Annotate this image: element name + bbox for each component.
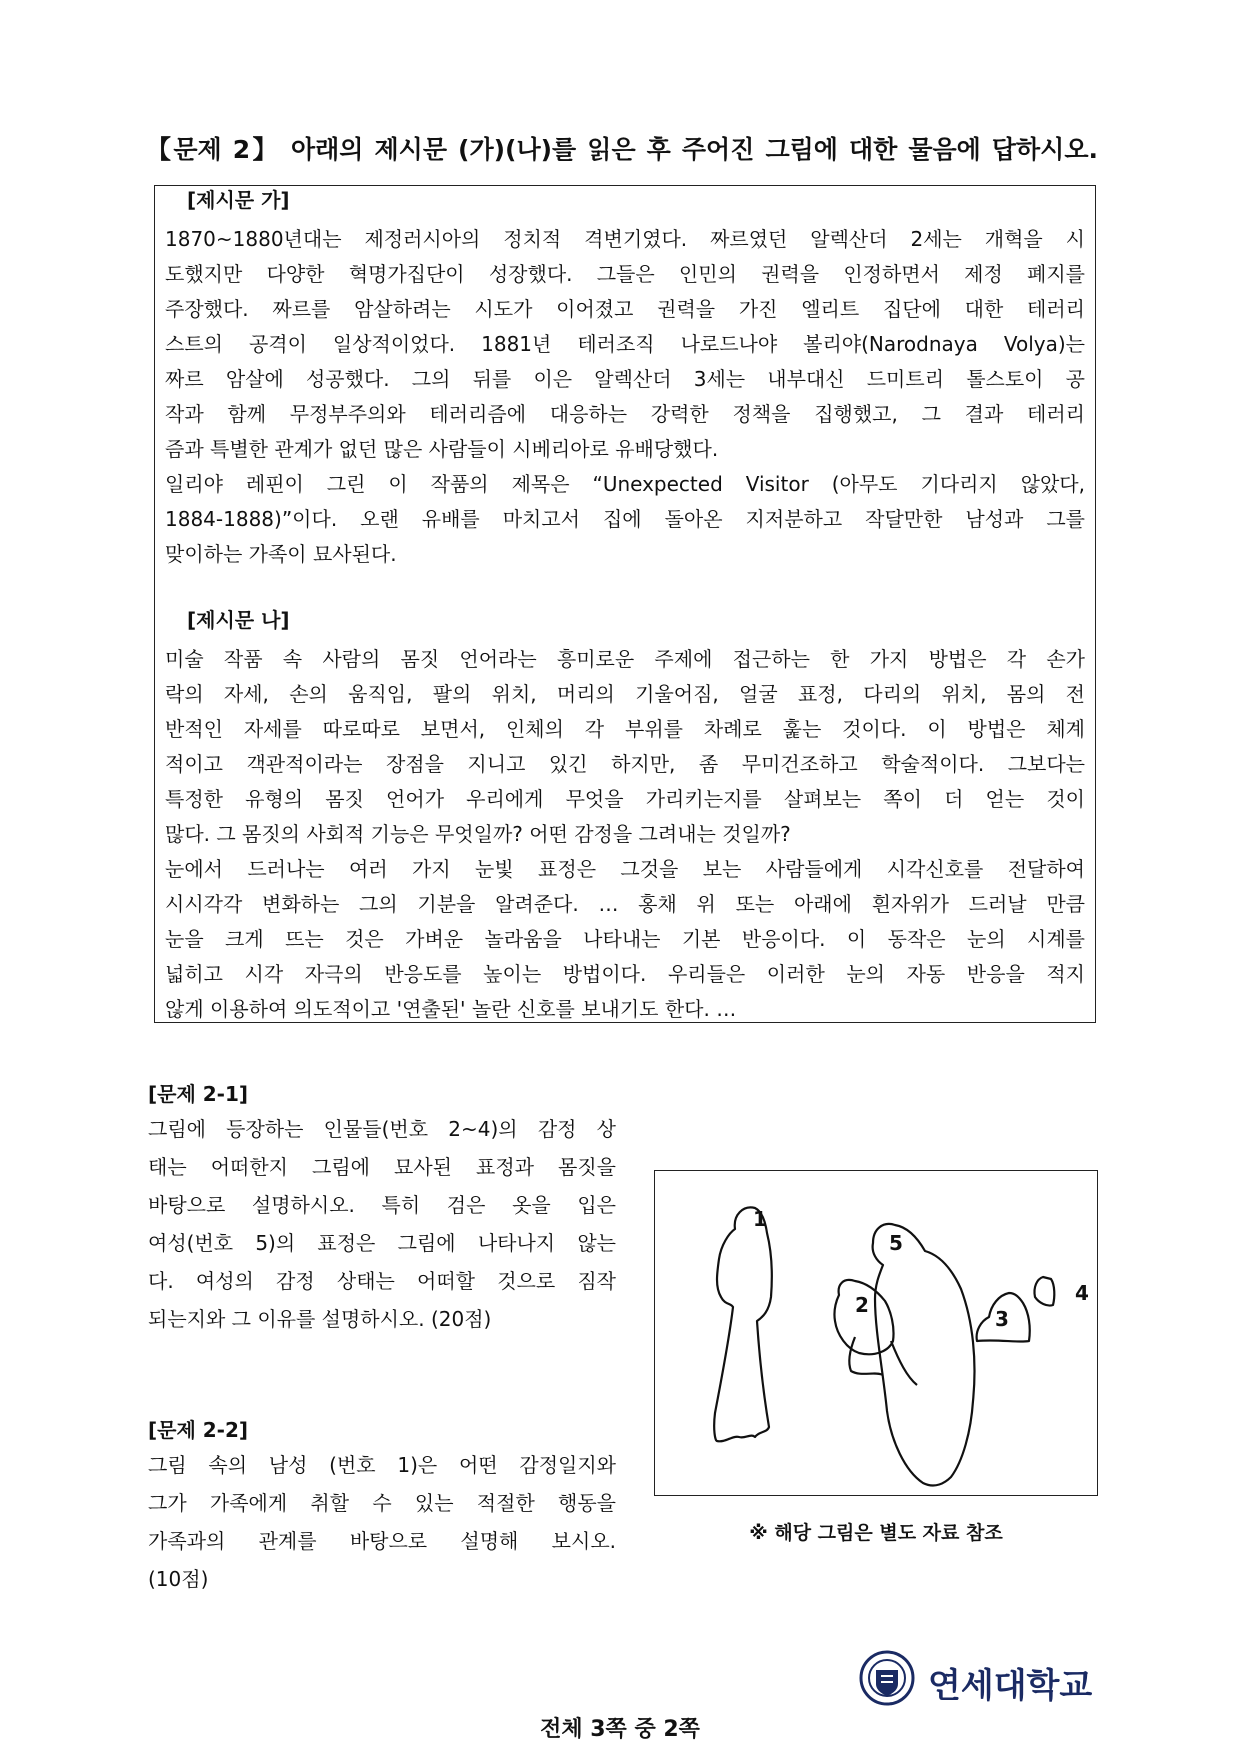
question-2-2-line: 그가 가족에게 취할 수 있는 적절한 행동을 [148, 1491, 616, 1515]
page-number: 전체 3쪽 중 2쪽 [540, 1717, 700, 1742]
figure-outline-person-5 [873, 1224, 975, 1486]
question-2-2-line: 그림 속의 남성 (번호 1)은 어떤 감정일지와 [148, 1453, 616, 1477]
university-name: 연세대학교 [928, 1666, 1093, 1706]
passage-a-heading: [제시문 가] [187, 188, 290, 212]
question-title: 【문제 2】 아래의 제시문 (가)(나)를 읽은 후 주어진 그림에 대한 물음에 답하시오. [146, 135, 1098, 164]
question-2-1-heading: [문제 2-1] [148, 1082, 249, 1106]
passage-b-line: 눈에서 드러나는 여러 가지 눈빛 표정은 그것을 보는 사람들에게 시각신호를 전달하여 [165, 857, 1085, 881]
figure-caption: ※ 해당 그림은 별도 자료 참조 [749, 1522, 1003, 1544]
question-2-2-line: 가족과의 관계를 바탕으로 설명해 보시오. [148, 1529, 616, 1553]
question-2-1-line: 그림에 등장하는 인물들(번호 2~4)의 감정 상 [148, 1117, 616, 1141]
university-logo [858, 1650, 1098, 1706]
passage-a-line: 스트의 공격이 일상적이었다. 1881년 테러조직 나로드나야 볼리야(Narodnaya Volya)는 [165, 332, 1085, 356]
passage-b-line: 반적인 자세를 따로따로 보면서, 인체의 각 부위를 차례로 훑는 것이다. 이 방법은 체계 [165, 717, 1085, 741]
passage-b-line: 많다. 그 몸짓의 사회적 기능은 무엇일까? 어떤 감정을 그려내는 것일까? [165, 822, 791, 846]
passage-b-line: 시시각각 변화하는 그의 기분을 알려준다. … 홍채 위 또는 아래에 흰자위가 드러날 만큼 [165, 892, 1085, 916]
passage-b-line: 특정한 유형의 몸짓 언어가 우리에게 무엇을 가리키는지를 살펴보는 쪽이 더 얻는 것이 [165, 787, 1085, 811]
figure-outline-drawing [655, 1171, 1096, 1494]
question-2-2-line: (10점) [148, 1567, 209, 1591]
figure-label-5: 5 [889, 1231, 903, 1255]
question-2-1-line: 여성(번호 5)의 표정은 그림에 나타나지 않는 [148, 1231, 616, 1255]
question-2-1-line: 되는지와 그 이유를 설명하시오. (20점) [148, 1307, 492, 1331]
passage-b-line: 않게 이용하여 의도적이고 '연출된' 놀란 신호를 보내기도 한다. … [165, 997, 737, 1021]
question-2-2-heading: [문제 2-2] [148, 1418, 249, 1442]
passage-b-line: 넓히고 시각 자극의 반응도를 높이는 방법이다. 우리들은 이러한 눈의 자동 반응을 적지 [165, 962, 1085, 986]
passage-a-line: 작과 함께 무정부주의와 테러리즘에 대응하는 강력한 정책을 집행했고, 그 결과 테러리 [165, 402, 1085, 426]
passage-a-line: 주장했다. 짜르를 암살하려는 시도가 이어졌고 권력을 가진 엘리트 집단에 대한 테러리 [165, 297, 1085, 321]
passage-a-line: 짜르 암살에 성공했다. 그의 뒤를 이은 알렉산더 3세는 내부대신 드미트리 톨스토이 공 [165, 367, 1085, 391]
passage-a-line: 맞이하는 가족이 묘사된다. [165, 542, 397, 566]
figure-label-2: 2 [855, 1293, 869, 1317]
passage-box [154, 185, 1096, 1023]
passage-a-line: 일리야 레핀이 그린 이 작품의 제목은 “Unexpected Visitor (아무도 기다리지 않았다, [165, 472, 1085, 496]
passage-b-line: 미술 작품 속 사람의 몸짓 언어라는 흥미로운 주제에 접근하는 한 가지 방법은 각 손가 [165, 647, 1085, 671]
question-2-1-line: 다. 여성의 감정 상태는 어떠할 것으로 짐작 [148, 1269, 616, 1293]
figure-outline-person-4 [1034, 1277, 1054, 1306]
university-seal-icon [858, 1650, 918, 1706]
passage-a-line: 1870~1880년대는 제정러시아의 정치적 격변기였다. 짜르였던 알렉산더 2세는 개혁을 시 [165, 227, 1085, 251]
question-2-1-line: 바탕으로 설명하시오. 특히 검은 옷을 입은 [148, 1193, 616, 1217]
passage-a-line: 도했지만 다양한 혁명가집단이 성장했다. 그들은 인민의 권력을 인정하면서 제정 폐지를 [165, 262, 1085, 286]
figure-label-1: 1 [753, 1207, 767, 1231]
figure-label-4: 4 [1075, 1281, 1089, 1305]
passage-b-line: 눈을 크게 뜨는 것은 가벼운 놀라움을 나타내는 기본 반응이다. 이 동작은 눈의 시계를 [165, 927, 1085, 951]
passage-a-line: 즘과 특별한 관계가 없던 많은 사람들이 시베리아로 유배당했다. [165, 437, 719, 461]
passage-a-line: 1884-1888)”이다. 오랜 유배를 마치고서 집에 돌아온 지저분하고 작달만한 남성과 그를 [165, 507, 1085, 531]
passage-b-line: 적이고 객관적이라는 장점을 지니고 있긴 하지만, 좀 무미건조하고 학술적이다. 그보다는 [165, 752, 1085, 776]
question-2-1-line: 태는 어떠한지 그림에 묘사된 표정과 몸짓을 [148, 1155, 616, 1179]
figure-outline-person-1 [714, 1207, 772, 1441]
painting-outline-figure [654, 1170, 1098, 1496]
figure-label-3: 3 [995, 1307, 1009, 1331]
passage-b-line: 락의 자세, 손의 움직임, 팔의 위치, 머리의 기울어짐, 얼굴 표정, 다리의 위치, 몸의 전 [165, 682, 1085, 706]
passage-b-heading: [제시문 나] [187, 608, 290, 632]
